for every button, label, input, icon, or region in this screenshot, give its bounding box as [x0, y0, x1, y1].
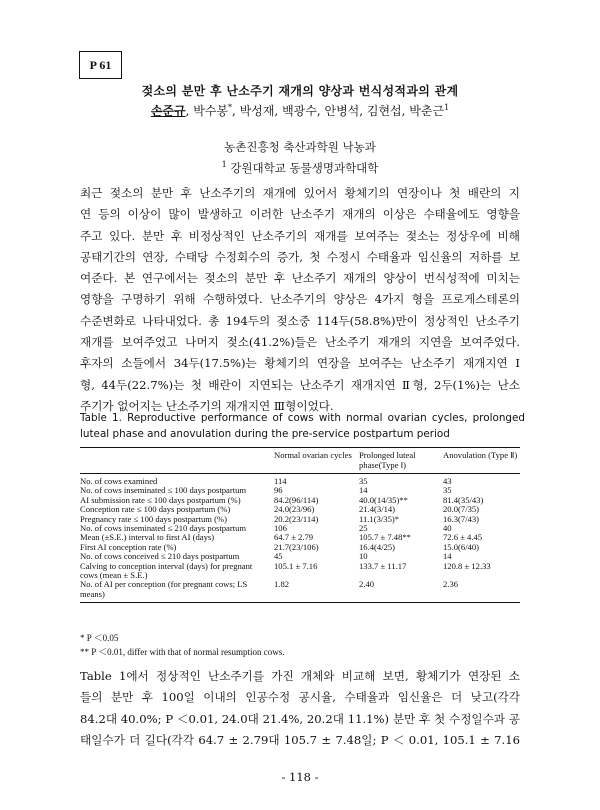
table-header-cell: Normal ovarian cycles — [274, 450, 352, 460]
affiliation-mark: 1 — [444, 103, 450, 112]
table-cell: 105.1 ± 7.16 — [274, 560, 318, 571]
table-cell: 106 — [274, 523, 287, 534]
table-cell: 16.4(4/25) — [359, 541, 396, 552]
table-cell: 14 — [359, 485, 368, 496]
table-cell: 81.4(35/43) — [443, 494, 484, 505]
table-row-label: No. of cows inseminated ≤ 100 days postpartum — [80, 485, 247, 496]
table-cell: 43 — [443, 476, 452, 486]
table-row-label: No. of AI per conception (for pregnant cows; LS means) — [80, 580, 274, 602]
abstract-line: 영향을 구명하기 위해 수행하였다. 난소주기의 양상은 4가지 형을 프로게스테론의 — [80, 292, 520, 307]
table-header-cell: Anovulation (Type Ⅱ) — [443, 450, 518, 460]
table-row-label: No. of cows inseminated ≤ 210 days postpartum — [80, 523, 247, 534]
coauthor-name: , 박수봉 — [185, 104, 229, 118]
abstract-line: 연 등의 이상이 많이 발생하고 이러한 난소주기 재개의 이상은 수태율에도 영향을 — [80, 207, 520, 222]
table-cell: 1.82 — [274, 580, 359, 602]
table-cell: 84.2(96/114) — [274, 494, 319, 505]
abstract-line: 최근 젖소의 분만 후 난소주기의 재개에 있어서 황체기의 연장이나 첫 배란의 지 — [80, 186, 520, 200]
table-cell: 25 — [359, 523, 368, 534]
table-row-label: Pregnancy rate ≤ 100 days postpartum (%) — [80, 513, 227, 524]
table-cell: 15.0(6/40) — [443, 541, 480, 552]
table-row — [80, 580, 520, 602]
presenter-name: 손준규 — [150, 104, 186, 118]
abstract-line: 수준변화로 나타내었다. 총 194두의 젖소중 114두(58.8%)만이 정상적인 난소주기 — [80, 313, 520, 328]
table-cell: 133.7 ± 11.17 — [359, 560, 407, 571]
paper-title: 젖소의 분만 후 난소주기 재개의 양상과 번식성적과의 관계 — [141, 84, 459, 98]
discussion-line: 들의 분만 후 100일 이내의 인공수정 공시율, 수태율과 임신율은 더 낮고(각각 — [80, 690, 520, 705]
table-cell: 120.8 ± 12.33 — [443, 560, 491, 571]
table-row — [80, 562, 520, 581]
table-cell: 10 — [359, 551, 368, 562]
table-body — [80, 474, 520, 603]
abstract-line: 주고 있다. 분만 후 비정상적인 난소주기의 재개를 보여주는 젖소는 정상우에 비해 — [80, 228, 520, 243]
table-cell: 40 — [443, 523, 452, 534]
affiliation-second-text: 강원대학교 동물생명과학대학 — [226, 161, 379, 175]
table-cell: 114 — [274, 476, 287, 486]
table-footnote: ** P ＜0.01, differ with that of normal resumption cows. — [80, 647, 285, 657]
abstract-line: 주기가 없어지는 난소주기의 재개지연 Ⅲ형이었다. — [80, 398, 334, 413]
abstract-line: 후자의 소들에서 34두(17.5%)는 황체기의 연장을 보여주는 난소주기 재개지연 Ⅰ — [80, 356, 520, 371]
discussion-line: Table 1에서 정상적인 난소주기를 가진 개체와 비교해 보면, 황체기가 연장된 소 — [80, 669, 520, 683]
table-cell: 11.1(3/35)* — [359, 513, 400, 524]
table-footnote: * P ＜0.05 — [80, 633, 119, 643]
discussion-line: 84.2대 40.0%; P ＜0.01, 24.0대 21.4%, 20.2대 11.1%) 분만 후 첫 수정일수과 공 — [80, 711, 520, 726]
abstract-line: 공태기간의 연장, 수태당 수정회수의 증가, 첫 수정시 수태율과 임신율의 저하를 보 — [80, 249, 520, 264]
table-cell: 64.7 ± 2.79 — [274, 532, 314, 543]
affiliation-second — [0, 160, 600, 176]
abstract-paragraph — [80, 183, 520, 417]
table-row-label: AI submission rate ≤ 100 days postpartum (%) — [80, 494, 241, 505]
table-row-label: Conception rate ≤ 100 days postpartum (%) — [80, 504, 231, 515]
page-number: - 118 - — [281, 770, 319, 784]
table-cell: 40.0(14/35)** — [359, 494, 408, 505]
table-row-label: No. of cows examined — [80, 476, 158, 486]
table-cell: 21.4(3/14) — [359, 504, 396, 515]
table-cell: 45 — [274, 551, 283, 562]
abstract-line: 형, 44두(22.7%)는 첫 배란이 지연되는 난소주기 재개지연 Ⅱ형, 2두(1%)는 난소 — [80, 377, 520, 392]
table-cell: 72.6 ± 4.45 — [443, 532, 483, 543]
discussion-line: 태일수가 더 길다(각각 64.7 ± 2.79대 105.7 ± 7.48일; P ＜ 0.01, 105.1 ± 7.16 — [80, 732, 520, 747]
abstract-line: 재개를 보여주었고 나머지 젖소(41.2%)들은 난소주기 재개의 지연을 보여주었다. — [80, 335, 520, 350]
discussion-paragraph — [80, 666, 520, 751]
table-cell: 2.40 — [359, 580, 443, 602]
table-cell: 96 — [274, 485, 283, 496]
table-cell: 16.3(7/43) — [443, 513, 480, 524]
table-header-cell: Prolonged luteal phase(Type Ⅰ) — [359, 450, 416, 470]
affiliation-main: 농촌진흥청 축산과학원 낙농과 — [224, 140, 376, 154]
table-cell: 21.7(23/106) — [274, 541, 319, 552]
table-cell: 35 — [359, 476, 368, 486]
table-cell: 2.36 — [443, 580, 520, 602]
table-row-label: First AI conception rate (%) — [80, 541, 177, 552]
table-row-label: No. of cows conceived ≤ 210 days postpartum — [80, 551, 240, 562]
abstract-line: 여준다. 본 연구에서는 젖소의 분만 후 난소주기 재개의 양상이 번식성적에 미치는 — [80, 271, 520, 286]
table-cell: 14 — [443, 551, 452, 562]
table-cell: 20.0(7/35) — [443, 504, 480, 515]
author-list — [0, 102, 600, 119]
table-cell: 20.2(23/114) — [274, 513, 319, 524]
table-header-row — [80, 448, 520, 474]
coauthor-list: , 박성재, 백광수, 안병석, 김현섭, 박춘근 — [232, 104, 445, 118]
author-mark: * — [228, 103, 233, 112]
table-cell: 24.0(23/96) — [274, 504, 315, 515]
poster-id-box: P 61 — [79, 51, 122, 79]
table-row-label: Mean (±S.E.) interval to first AI (days) — [80, 532, 215, 543]
affiliation-mark: 1 — [221, 160, 227, 170]
table-caption-line: Table 1. Reproductive performance of cows with normal ovarian cycles, prolonged — [80, 412, 525, 424]
table-caption-line: luteal phase and anovulation during the pre-service postpartum period — [80, 428, 450, 440]
table-header-cell — [80, 448, 274, 474]
table-cell: 35 — [443, 485, 452, 496]
reproductive-performance-table — [80, 447, 520, 603]
table-caption — [80, 410, 525, 442]
table-row-label: Calving to conception interval (days) for pregnant cows (mean ± S.E.) — [80, 560, 253, 581]
table-cell: 105.7 ± 7.48** — [359, 532, 411, 543]
